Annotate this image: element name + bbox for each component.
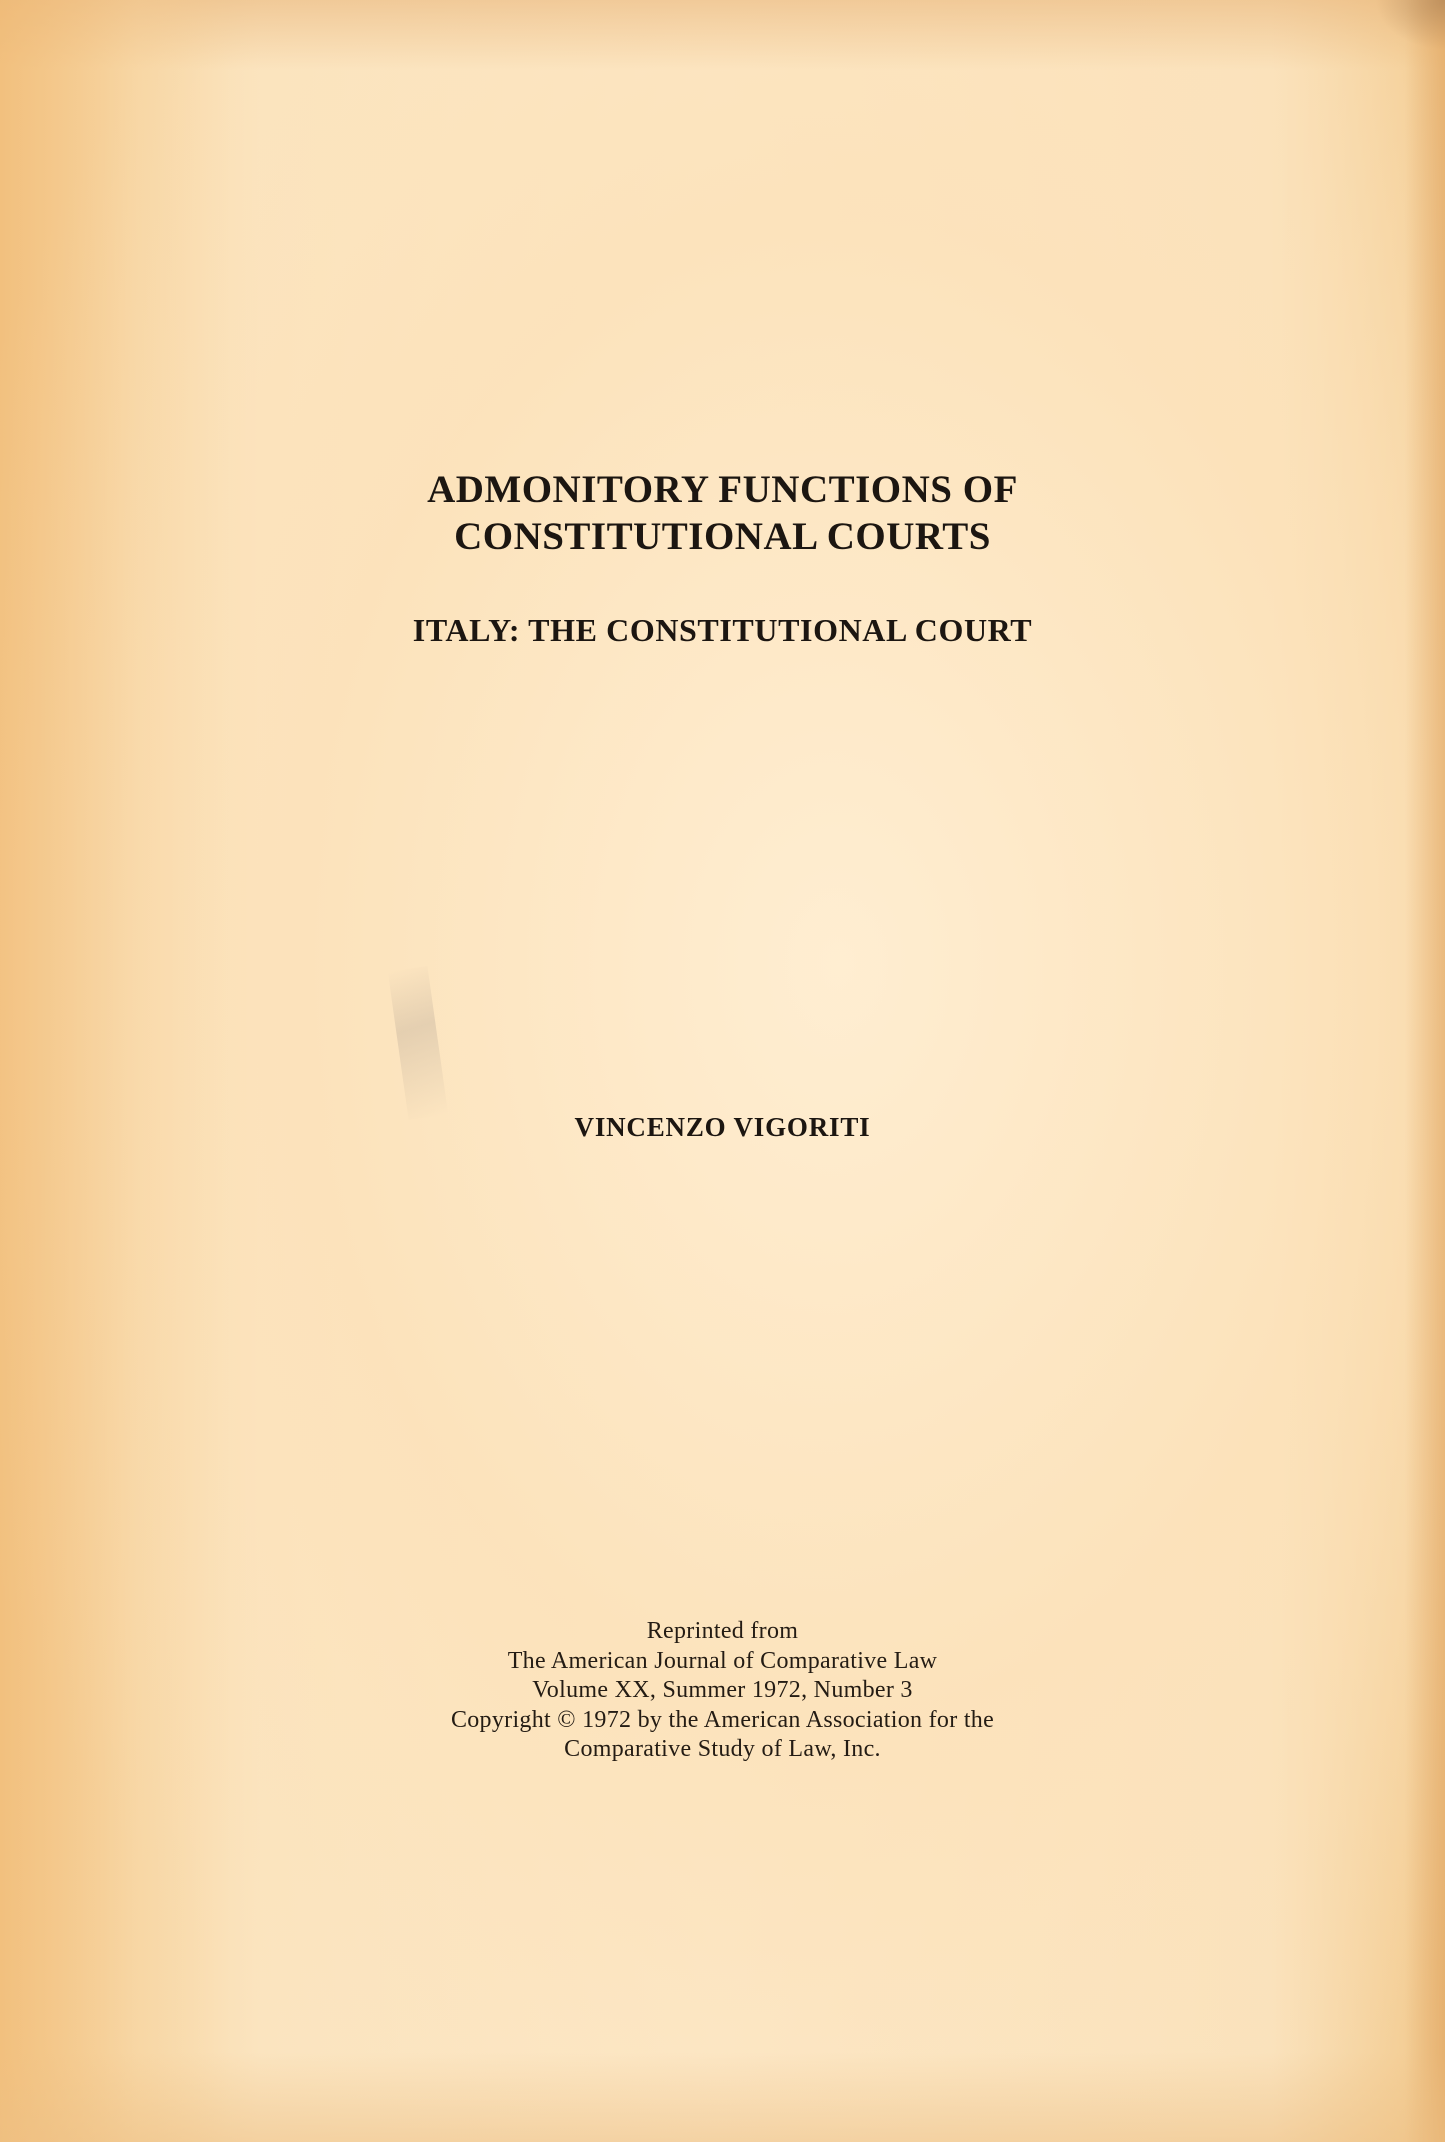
reprint-line-4: Copyright © 1972 by the American Association for the [450,1706,995,1733]
reprint-line-2: The American Journal of Comparative Law [507,1647,938,1674]
document-title [0,466,1445,560]
document-subtitle: ITALY: THE CONSTITUTIONAL COURT [412,612,1033,648]
left-sun-faded-band [0,0,230,2142]
reprint-notice [0,1617,1445,1765]
reprint-line-3: Volume XX, Summer 1972, Number 3 [532,1677,913,1703]
title-line-1: ADMONITORY FUNCTIONS OF [427,468,1018,511]
reprint-line-1: Reprinted from [646,1618,799,1644]
pencil-smudge [388,966,448,1120]
bottom-edge-shadow [0,2052,1445,2142]
reprint-line-5: Comparative Study of Law, Inc. [564,1736,881,1762]
title-line-2: CONSTITUTIONAL COURTS [454,515,991,558]
corner-wear-mark [1375,0,1445,50]
right-edge-shadow [1405,0,1445,2142]
author-name: VINCENZO VIGORITI [574,1112,871,1142]
